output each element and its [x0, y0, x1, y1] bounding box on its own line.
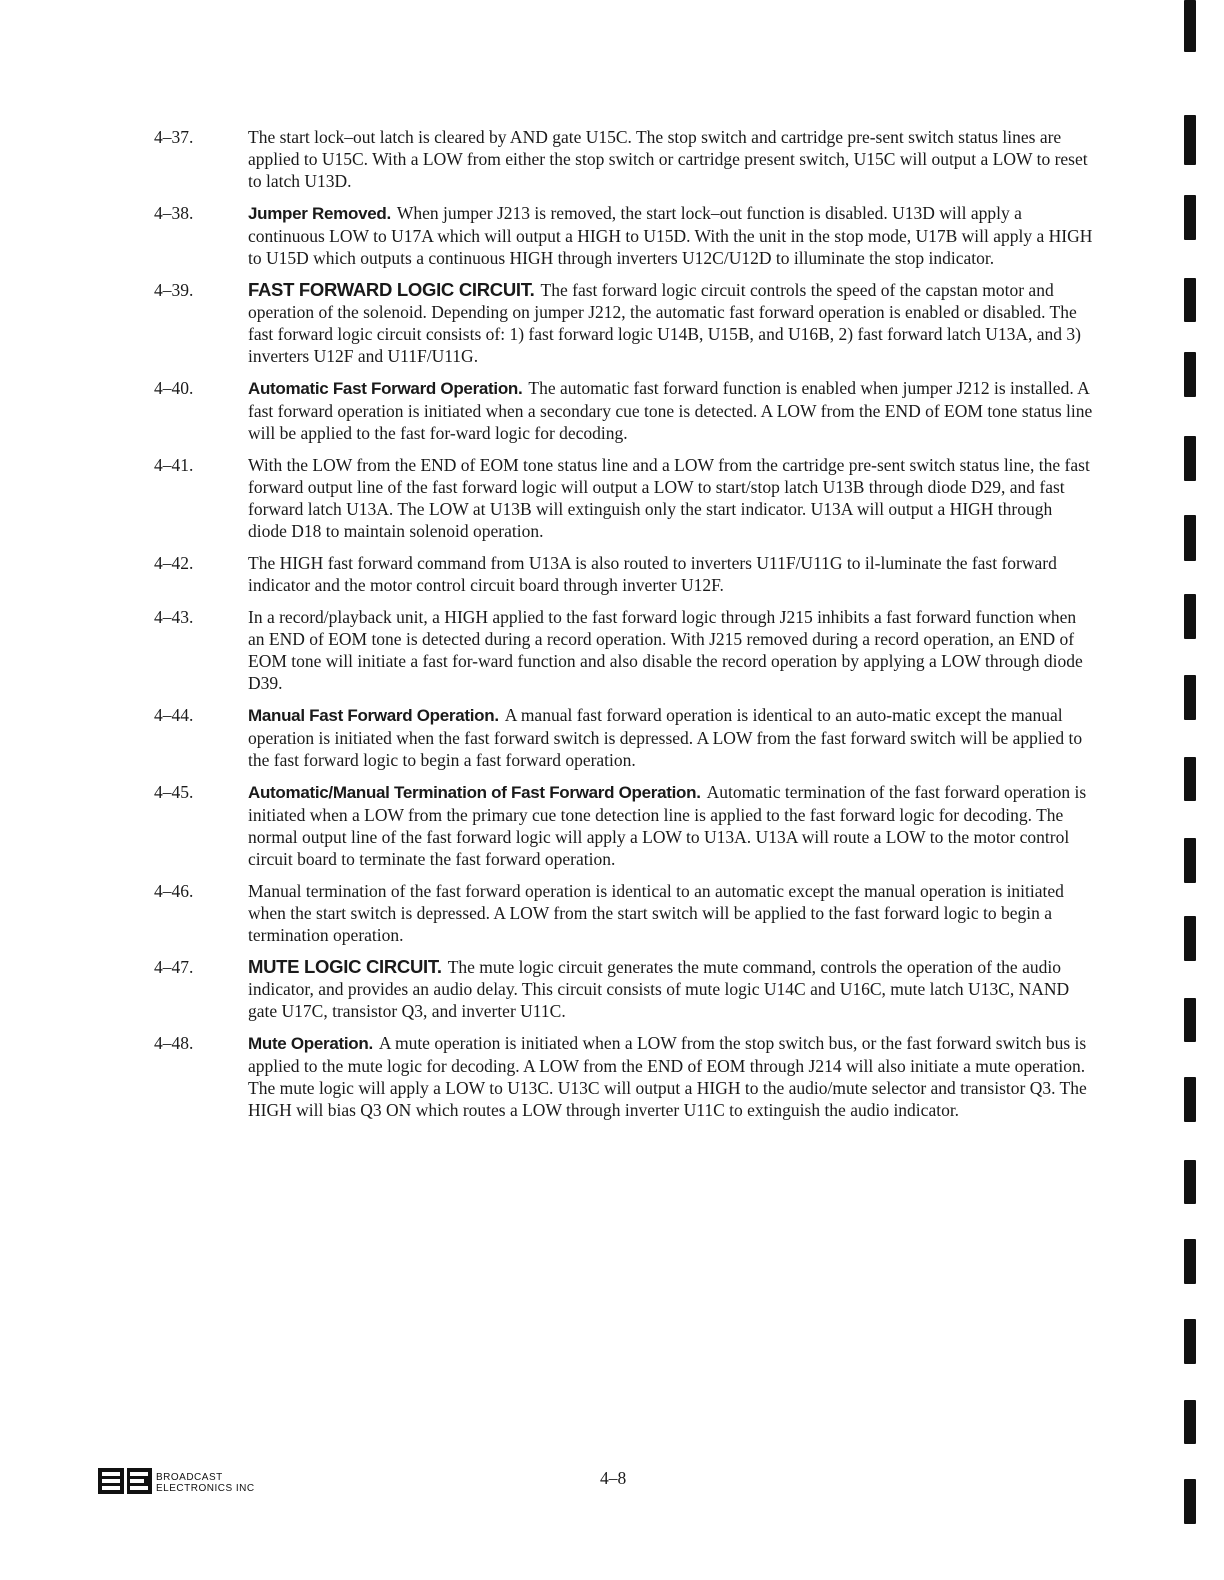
paragraph-4-39 [154, 279, 1094, 367]
paragraph-text: The automatic fast forward function is enabled when jumper J212 is installed. A fast forward operation is initiated when a secondary cue tone is detected. A LOW from the END of EOM tone status line will be applied to the fast for-ward logic for decoding. [248, 378, 1093, 443]
paragraph-content [248, 781, 1094, 870]
binding-mark [1184, 195, 1196, 240]
company-logo [98, 1468, 255, 1494]
paragraph-content [248, 377, 1094, 444]
paragraph-4-41 [154, 454, 1094, 542]
paragraph-number: 4–41. [154, 455, 194, 475]
binding-mark [1184, 1239, 1196, 1284]
paragraph-number: 4–45. [154, 782, 194, 802]
paragraph-text: In a record/playback unit, a HIGH applied to the fast forward logic through J215 inhibits a fast forward function when an END of EOM tone is detected during a record operation. With J215 removed during a record operation, an END of EOM tone will initiate a fast for-ward function and also disable the record operation by applying a LOW through diode D39. [248, 607, 1083, 693]
paragraph-number: 4–40. [154, 378, 194, 398]
paragraph-4-43 [154, 606, 1094, 694]
paragraph-number: 4–42. [154, 553, 194, 573]
paragraph-4-42 [154, 552, 1094, 596]
binding-mark [1184, 838, 1196, 883]
binding-mark [1184, 115, 1196, 165]
paragraph-heading: FAST FORWARD LOGIC CIRCUIT. [248, 279, 535, 300]
binding-mark [1184, 757, 1196, 801]
paragraph-heading: Mute Operation. [248, 1034, 373, 1053]
paragraph-heading: Automatic Fast Forward Operation. [248, 379, 523, 398]
paragraph-text: With the LOW from the END of EOM tone status line and a LOW from the cartridge pre-sent switch status line, the fast forward output line of the fast forward logic will output a LOW to start/stop latch U13B through diode D29, and fast forward latch U13A. The LOW at U13B will extinguish only the start indicator. U13A will output a HIGH through diode D18 to maintain solenoid operation. [248, 455, 1090, 541]
binding-mark [1184, 998, 1196, 1042]
logo-line-1: BROADCAST [156, 1472, 223, 1483]
paragraph-text: When jumper J213 is removed, the start lock–out function is disabled. U13D will apply a continuous LOW to U17A which will output a HIGH to U15D. With the unit in the stop mode, U17B will apply a HIGH to U15D which outputs a continuous HIGH through inverters U12C/U12D to illuminate the stop indicator. [248, 203, 1093, 268]
paragraph-content [248, 1032, 1094, 1121]
page-number: 4–8 [600, 1468, 627, 1488]
binding-mark [1184, 515, 1196, 561]
paragraph-number: 4–38. [154, 203, 194, 223]
binding-mark [1184, 594, 1196, 639]
paragraph-text: Manual termination of the fast forward operation is identical to an automatic except the manual operation is initiated when the start switch is depressed. A LOW from the start switch will be applied to the fast forward logic to begin a termination operation. [248, 881, 1064, 945]
paragraph-content [248, 704, 1094, 771]
paragraph-number: 4–43. [154, 607, 194, 627]
paragraph-text: A manual fast forward operation is identical to an auto-matic except the manual operation is initiated when the fast forward switch is depressed. A LOW from the fast forward switch will be applied to the fast forward logic to begin a fast forward operation. [248, 705, 1083, 770]
paragraph-content [248, 202, 1094, 269]
binding-mark [1184, 436, 1196, 481]
binding-mark [1184, 1319, 1196, 1364]
binding-mark [1184, 352, 1196, 397]
page-footer [0, 1462, 1224, 1502]
paragraph-4-37 [154, 126, 1094, 192]
paragraph-text: A mute operation is initiated when a LOW from the stop switch bus, or the fast forward switch bus is applied to the mute logic for decoding. A LOW from the END of EOM through J214 will also initiate a mute operation. The mute logic will apply a LOW to U13C. U13C will output a HIGH to the audio/mute selector and transistor Q3. The HIGH will bias Q3 ON which routes a LOW through inverter U11C to extinguish the audio indicator. [248, 1033, 1087, 1120]
paragraph-number: 4–47. [154, 957, 194, 977]
paragraph-4-46 [154, 880, 1094, 946]
paragraph-heading: Jumper Removed. [248, 204, 391, 223]
paragraph-content [248, 956, 1094, 1022]
binding-mark [1184, 675, 1196, 720]
paragraph-text: The HIGH fast forward command from U13A is also routed to inverters U11F/U11G to il-luminate the fast forward indicator and the motor control circuit board through inverter U12F. [248, 553, 1057, 595]
paragraph-heading: Automatic/Manual Termination of Fast Forward Operation. [248, 783, 701, 802]
paragraph-number: 4–46. [154, 881, 194, 901]
paragraph-4-48 [154, 1032, 1094, 1121]
document-body [154, 126, 1094, 1131]
binding-mark [1184, 278, 1196, 322]
paragraph-text: The mute logic circuit generates the mute command, controls the operation of the audio indicator, and provides an audio delay. This circuit consists of mute logic U14C and U16C, mute latch U13C, NAND gate U17C, transistor Q3, and inverter U11C. [248, 957, 1070, 1021]
logo-text [156, 1472, 255, 1494]
binding-mark [1184, 1400, 1196, 1444]
logo-line-2: ELECTRONICS INC [156, 1483, 255, 1494]
paragraph-number: 4–48. [154, 1033, 194, 1053]
paragraph-text: Automatic termination of the fast forward operation is initiated when a LOW from the primary cue tone detection line is applied to the fast forward logic for decoding. The normal output line of the fast forward logic will apply a LOW to U13A. U13A will route a LOW to the motor control circuit board to terminate the fast forward operation. [248, 782, 1087, 869]
paragraph-content [248, 279, 1094, 367]
paragraph-4-44 [154, 704, 1094, 771]
paragraph-4-47 [154, 956, 1094, 1022]
paragraph-number: 4–37. [154, 127, 194, 147]
binding-marks [1184, 0, 1198, 1580]
binding-mark [1184, 916, 1196, 961]
be-logo-icon [98, 1468, 152, 1494]
paragraph-4-45 [154, 781, 1094, 870]
paragraph-4-40 [154, 377, 1094, 444]
binding-mark [1184, 0, 1196, 52]
paragraph-4-38 [154, 202, 1094, 269]
paragraph-heading: MUTE LOGIC CIRCUIT. [248, 956, 442, 977]
paragraph-text: The fast forward logic circuit controls the speed of the capstan motor and operation of the solenoid. Depending on jumper J212, the automatic fast forward operation is enabled or disabled. The fast forward logic circuit consists of: 1) fast forward logic U14B, U15B, and U16B, 2) fast forward latch U13A, and 3) inverters U12F and U11F/U11G. [248, 280, 1081, 366]
binding-mark [1184, 1160, 1196, 1204]
binding-mark [1184, 1077, 1196, 1122]
paragraph-number: 4–44. [154, 705, 194, 725]
paragraph-heading: Manual Fast Forward Operation. [248, 706, 499, 725]
paragraph-text: The start lock–out latch is cleared by AND gate U15C. The stop switch and cartridge pre-sent switch status lines are applied to U15C. With a LOW from either the stop switch or cartridge present switch, U15C will output a LOW to reset to latch U13D. [248, 127, 1088, 191]
paragraph-number: 4–39. [154, 280, 194, 300]
